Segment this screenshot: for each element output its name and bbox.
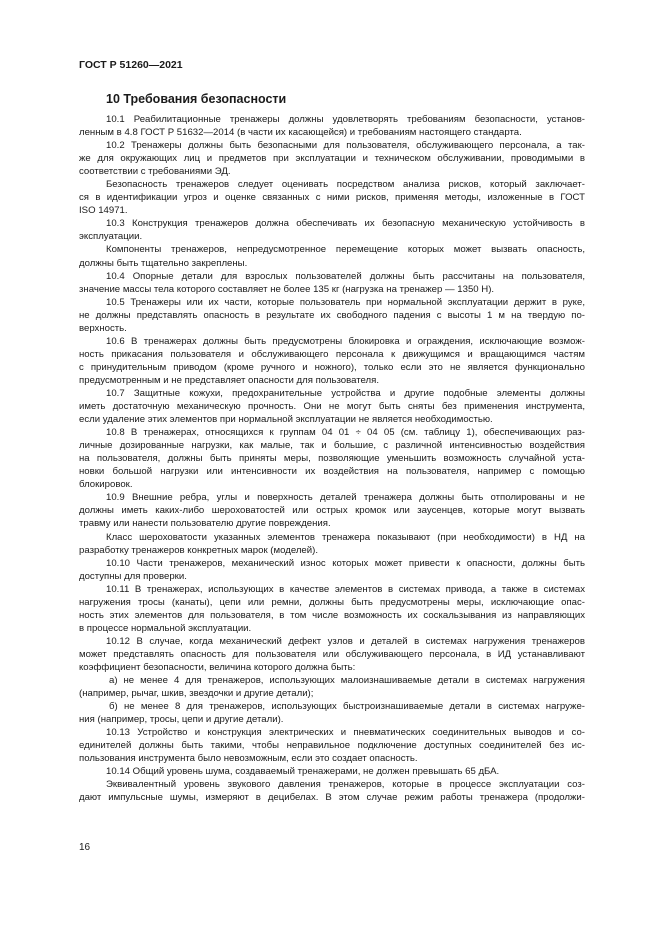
text-line: ность этих элементов для пользователя, в том числе возможность их соскальзывания из направляющих <box>79 609 585 621</box>
text-line: 10.14 Общий уровень шума, создаваемый тренажерами, не должен превышать 65 дБА. <box>106 766 500 778</box>
text-line: 10.13 Устройство и конструкция электрических и пневматических соединительных выводов и со- <box>106 727 585 739</box>
text-line: предусмотренным и не представляет опасности для пользователя. <box>79 374 380 386</box>
text-line: ISO 14971. <box>79 205 128 217</box>
text-line: 10.5 Тренажеры или их части, которые пользователь при нормальной эксплуатации держит в руке, <box>106 296 585 308</box>
text-line: значение массы тела которого составляет не более 135 кг (нагрузка на тренажер — 1350 Н). <box>79 283 495 295</box>
text-line: должны быть тщательно закреплены. <box>79 257 248 269</box>
body-text <box>79 113 585 804</box>
text-line: доступны для проверки. <box>79 570 187 582</box>
text-line: соответствии с требованиями ЭД. <box>79 166 231 178</box>
text-line: верхность. <box>79 322 127 334</box>
text-line: Эквивалентный уровень звукового давления тренажеров, которые в процессе эксплуатации соз- <box>106 779 585 791</box>
text-line: новки большой нагрузки или интенсивности их воздействия на пользователя, например с помощью <box>79 466 585 478</box>
text-line: 10.10 Части тренажеров, механический износ которых может привести к опасности, должны быть <box>106 557 585 569</box>
text-line: не должны представлять опасность в результате их свободного падения с высоты 1 м на твердую по- <box>79 309 585 321</box>
text-line: коэффициент безопасности, величина которого должна быть: <box>79 661 356 673</box>
text-line: единителей должны быть такими, чтобы неправильное подключение доступных соединителей без ис- <box>79 740 585 752</box>
text-line: 10.9 Внешние ребра, углы и поверхность деталей тренажера должны быть отполированы и не <box>106 492 585 504</box>
list-item-a: а) не менее 4 для тренажеров, использующих малоизнашиваемые детали в системах нагружения <box>109 675 585 687</box>
text-line: разработку тренажеров конкретных марок (моделей). <box>79 544 318 556</box>
text-line: эксплуатации. <box>79 231 143 243</box>
text-line: в процессе нормальной эксплуатации. <box>79 622 252 634</box>
text-line: ся в идентификации угроз и оценке связанных с ними рисков, применяя методы, изложенные в ГОСТ <box>79 192 585 204</box>
text-line: Компоненты тренажеров, непредусмотренное перемещение которых может вызвать опасность, <box>106 244 585 256</box>
section-heading: 10 Требования безопасности <box>106 92 287 106</box>
text-line: 10.4 Опорные детали для взрослых пользователей должны быть рассчитаны на пользователя, <box>106 270 585 282</box>
page-number: 16 <box>79 842 91 853</box>
text-line: с принудительным приводом (кроме ручного и ножного), только если это не является функционально <box>79 361 585 373</box>
text-line: 10.1 Реабилитационные тренажеры должны удовлетворять требованиям безопасности, установ- <box>106 114 585 125</box>
text-line: 10.8 В тренажерах, относящихся к группам 04 01 ÷ 04 05 (см. таблицу 1), обеспечивающих раз- <box>106 427 585 439</box>
text-line: 10.3 Конструкция тренажеров должна обеспечивать их безопасную механическую устойчивость в <box>106 218 585 230</box>
text-line: нагружения тросы (канаты), цепи или ремни, должны быть предусмотрены меры, исключающие опас- <box>79 596 585 608</box>
text-line: ния (например, тросы, цепи и другие детали). <box>79 714 284 726</box>
text-line: личные дозированные нагрузки, как малые, так и большие, с различной интенсивностью воздействия <box>79 440 585 452</box>
standard-designation: ГОСТ Р 51260—2021 <box>79 59 183 71</box>
list-item-b: б) не менее 8 для тренажеров, использующих быстроизнашиваемые детали в системах нагруже- <box>109 701 585 713</box>
text-line: если удаление этих элементов при нормальной эксплуатации не является необходимостью. <box>79 414 493 426</box>
text-line: 10.2 Тренажеры должны быть безопасными для пользователя, обслуживающего персонала, а так- <box>106 140 585 152</box>
text-line: 10.6 В тренажерах должны быть предусмотрены блокировка и ограждения, исключающие возмож- <box>106 335 585 347</box>
text-line: может представлять опасность для пользователя или обслуживающего персонала, в ИД устанавливают <box>79 648 585 660</box>
text-line: же для окружающих лиц и предметов при эксплуатации и техническом обслуживании, проводимыми в <box>79 153 585 165</box>
text-line: 10.7 Защитные кожухи, предохранительные устройства и другие подобные элементы должны <box>106 387 585 399</box>
text-line: иметь достаточную механическую прочность. Они не могут быть сняты без применения инструмента, <box>79 401 585 413</box>
text-line: должны иметь каких-либо шероховатостей или острых кромок или заусенцев, которые могут вызвать <box>79 505 585 517</box>
text-line: Безопасность тренажеров следует оценивать посредством анализа рисков, который заключает- <box>106 179 585 191</box>
text-line: ность прикасания пользователя и обслуживающего персонала к движущимся и вращающимся частям <box>79 348 585 360</box>
text-line: дают импульсные шумы, измеряют в децибелах. В этом случае режим работы тренажера (продолжи- <box>79 792 585 804</box>
text-line: на пользователя, должны быть приняты меры, позволяющие уменьшить возможность случайной уста- <box>79 453 585 465</box>
text-line: пользования инструмента было невозможным, если это создает опасность. <box>79 753 418 765</box>
text-line: 10.11 В тренажерах, использующих в качестве элементов в системах привода, а также в системах <box>106 583 585 595</box>
text-line: блокировок. <box>79 479 133 491</box>
text-line: Класс шероховатости указанных элементов тренажера показывают (при необходимости) в НД на <box>106 531 585 543</box>
text-line: ленным в 4.8 ГОСТ Р 51632—2014 (в части их касающейся) и требованиям настоящего стандарта. <box>79 127 522 139</box>
text-line: травму или нанести пользователю другие повреждения. <box>79 518 331 530</box>
text-line: 10.12 В случае, когда механический дефект узлов и деталей в системах нагружения тренажеров <box>106 635 585 647</box>
text-line: (например, рычаг, шкив, звездочки и другие детали); <box>79 688 314 700</box>
